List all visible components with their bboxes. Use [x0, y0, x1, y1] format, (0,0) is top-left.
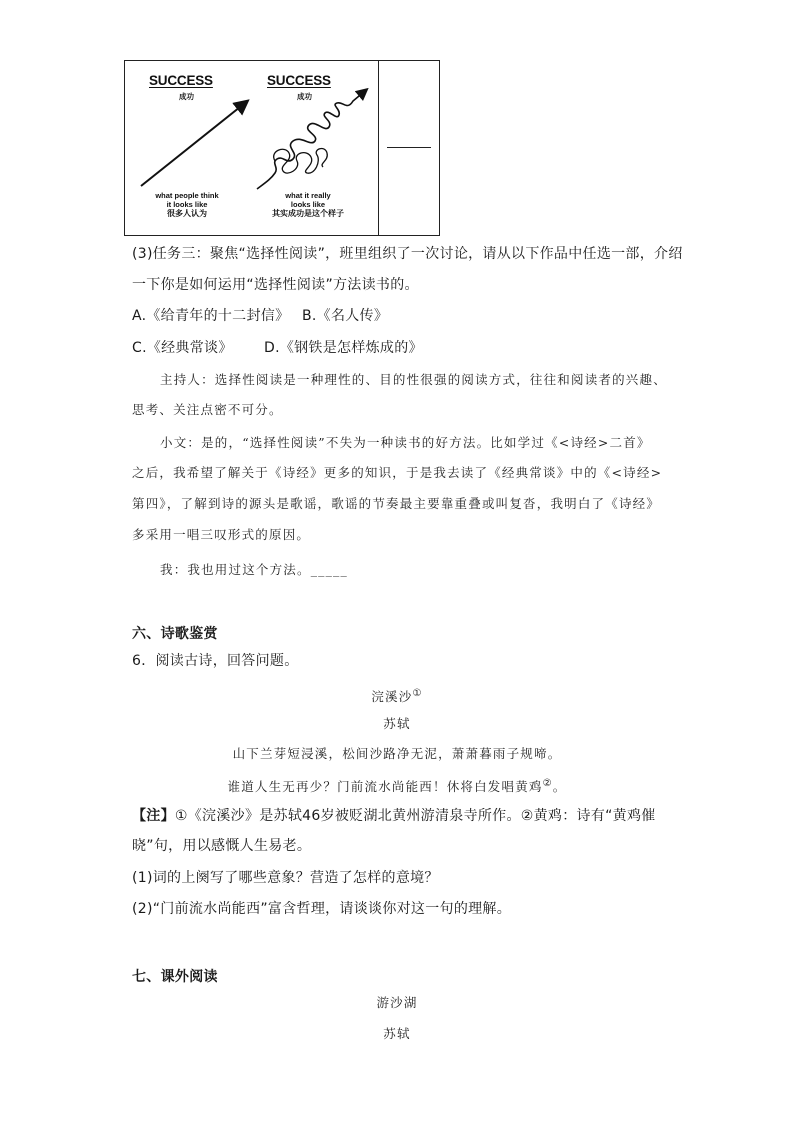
poem-line2: 谁道人生无再少？门前流水尚能西！休将白发唱黄鸡 — [227, 779, 543, 795]
left-caption-zh: 很多人认为 — [167, 209, 207, 218]
poem-line1: 山下兰芽短浸溪，松间沙路净无泥，萧萧暮雨子规啼。 — [232, 746, 562, 761]
me-line: 我：我也用过这个方法。 — [160, 562, 311, 577]
task3-option-d: D.《钢铁是怎样炼成的》 — [264, 340, 423, 356]
xiaowen-line3: 第四》，了解到诗的源头是歌谣，歌谣的节奏最主要靠重叠或叫复沓，我明白了《诗经》 — [132, 496, 661, 511]
illustration-answer-blank[interactable] — [387, 147, 431, 148]
task3-option-b: B.《名人传》 — [302, 308, 389, 324]
section6-heading: 六、诗歌鉴赏 — [132, 626, 218, 642]
note-line1: ①《浣溪沙》是苏轼46岁被贬湖北黄州游清泉寺所作。②黄鸡：诗有“黄鸡催 — [174, 808, 656, 824]
straight-arrow — [141, 103, 245, 186]
task3-prompt-line2: 一下你是如何运用“选择性阅读”方法读书的。 — [132, 277, 419, 293]
right-caption-en-2: looks like — [290, 200, 326, 209]
right-caption-en-1: what it really — [285, 191, 331, 200]
host-line1: 主持人：选择性阅读是一种理性的、目的性很强的阅读方式，往往和阅读者的兴趣、 — [160, 372, 667, 387]
xiaowen-line1: 小文：是的，“选择性阅读”不失为一种读书的好方法。比如学过《<诗经>二首》 — [160, 435, 651, 450]
section7-author: 苏轼 — [383, 1026, 411, 1041]
me-answer-blank[interactable]: _____ — [310, 562, 348, 577]
poem-line2-note: ② — [542, 778, 553, 789]
right-success-subtitle: 成功 — [297, 92, 312, 101]
left-caption-en-2: it looks like — [166, 200, 208, 209]
poem-title: 浣溪沙 — [371, 689, 413, 705]
right-success-title: SUCCESS — [267, 73, 331, 88]
poem-title-note: ① — [412, 688, 423, 699]
left-caption-en-1: what people think — [155, 191, 219, 200]
xiaowen-line4: 多采用一唱三叹形式的原因。 — [132, 527, 311, 542]
section6-question: 6．阅读古诗，回答问题。 — [132, 653, 299, 669]
left-success-subtitle: 成功 — [179, 92, 194, 101]
poem-line2-end: 。 — [552, 779, 567, 795]
section7-title: 游沙湖 — [376, 995, 418, 1010]
note-line2: 晓”句，用以感慨人生易老。 — [132, 838, 312, 854]
table-divider — [378, 61, 379, 235]
note-label: 【注】 — [132, 808, 175, 824]
section6-subquestion-1: (1)词的上阕写了哪些意象？营造了怎样的意境？ — [132, 870, 439, 886]
section6-subquestion-2: (2)“门前流水尚能西”富含哲理，请谈谈你对这一句的理解。 — [132, 901, 512, 917]
host-line2: 思考、关注点密不可分。 — [132, 402, 283, 417]
illustration-table — [124, 60, 440, 236]
task3-option-a: A.《给青年的十二封信》 — [132, 308, 290, 324]
squiggly-arrow — [257, 91, 365, 189]
section7-heading: 七、课外阅读 — [132, 969, 218, 985]
left-success-title: SUCCESS — [149, 73, 213, 88]
xiaowen-line2: 之后，我希望了解关于《诗经》更多的知识，于是我去读了《经典常谈》中的《<诗经> — [132, 465, 663, 480]
right-caption-zh: 其实成功是这个样子 — [272, 209, 344, 218]
task3-prompt-line1: (3)任务三：聚焦“选择性阅读”，班里组织了一次讨论，请从以下作品中任选一部，介绍 — [132, 246, 683, 262]
task3-option-c: C.《经典常谈》 — [132, 340, 233, 356]
poem-author: 苏轼 — [383, 716, 411, 731]
